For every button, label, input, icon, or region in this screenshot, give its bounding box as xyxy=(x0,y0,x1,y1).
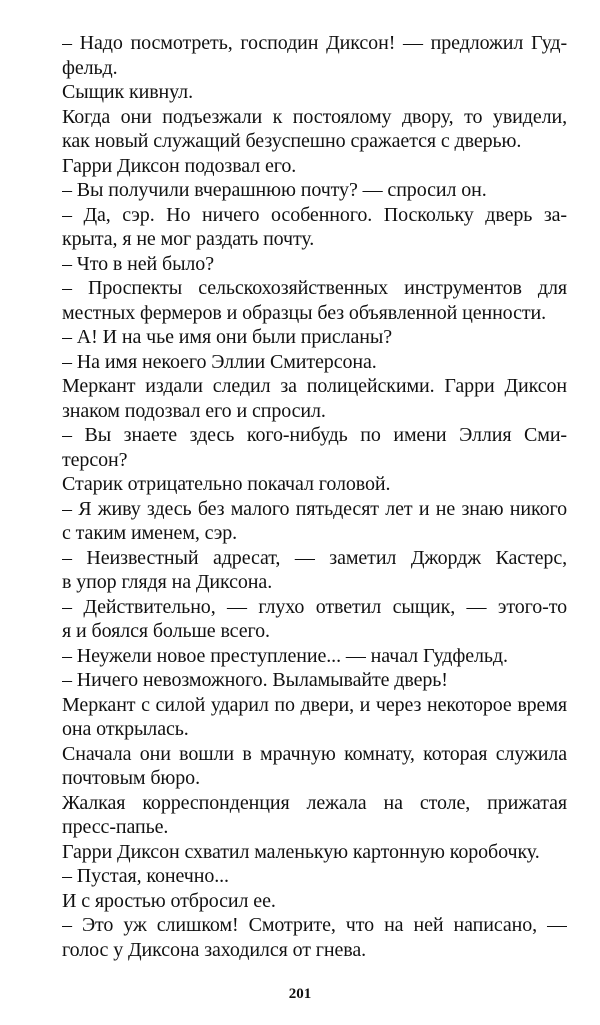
text-line: почтовым бюро. xyxy=(62,767,200,789)
text-line: фельд. xyxy=(62,56,118,79)
text-line: она открылась. xyxy=(62,718,189,740)
text-line: – Пустая, конечно... xyxy=(62,865,229,887)
text-line: голос у Диксона заходился от гнева. xyxy=(62,938,367,961)
text-line: – Вы получили вчерашнюю почту? — спросил он. xyxy=(62,179,487,201)
text-line: – Действительно, — глухо ответил сыщик, — этого-то xyxy=(62,595,567,618)
text-line: пресс-папье. xyxy=(62,816,169,838)
text-line: – На имя некоего Эллии Смитерсона. xyxy=(62,350,377,373)
text-line: Сыщик кивнул. xyxy=(62,81,193,103)
text-line: крыта, я не мог раздать почту. xyxy=(62,228,315,250)
text-line: – Проспекты сельскохозяйственных инструментов для xyxy=(62,277,567,299)
text-line: местных фермеров и образцы без объявленной ценности. xyxy=(62,301,546,324)
text-line: Гарри Диксон подозвал его. xyxy=(62,154,297,177)
text-line: знаком подозвал его и спросил. xyxy=(62,399,326,422)
text-line: Старик отрицательно покачал головой. xyxy=(62,473,391,495)
text-line: – Что в ней было? xyxy=(62,252,214,275)
text-line: в упор глядя на Диксона. xyxy=(62,571,273,593)
text-line: терсон? xyxy=(62,448,128,471)
text-line: Меркант с силой ударил по двери, и через некоторое время xyxy=(62,693,567,716)
text-line: – Ничего невозможного. Выламывайте дверь! xyxy=(62,669,448,691)
text-line: я и боялся больше всего. xyxy=(62,620,270,642)
text-line: Когда они подъезжали к постоялому двору, то увидели, xyxy=(62,105,567,128)
text-line: – Да, сэр. Но ничего особенного. Поскольку дверь за- xyxy=(62,203,567,226)
text-line: Меркант издали следил за полицейскими. Гарри Диксон xyxy=(62,375,567,397)
text-line: Гарри Диксон схватил маленькую картонную коробочку. xyxy=(62,840,540,863)
text-line: – Неизвестный адресат, — заметил Джордж Кастерс, xyxy=(62,546,567,569)
text-line: – Вы знаете здесь кого-нибудь по имени Эллия Сми- xyxy=(62,424,567,446)
page-number: 201 xyxy=(288,986,312,1002)
text-line: как новый служащий безуспешно сражается с дверью. xyxy=(62,130,522,152)
text-line: – Надо посмотреть, господин Диксон! — предложил Гуд- xyxy=(62,32,567,54)
text-line: Жалкая корреспонденция лежала на столе, прижатая xyxy=(62,791,567,814)
text-line: – Неужели новое преступление... — начал Гудфельд. xyxy=(62,644,508,667)
text-line: – Я живу здесь без малого пятьдесят лет и не знаю никого xyxy=(62,497,567,520)
text-line: И с яростью отбросил ее. xyxy=(62,889,276,912)
book-page-text xyxy=(62,31,567,962)
text-line: с таким именем, сэр. xyxy=(62,522,237,544)
text-line: – Это уж слишком! Смотрите, что на ней написано, — xyxy=(62,914,567,936)
text-line: – А! И на чье имя они были присланы? xyxy=(62,326,393,348)
text-line: Сначала они вошли в мрачную комнату, которая служила xyxy=(62,742,567,765)
